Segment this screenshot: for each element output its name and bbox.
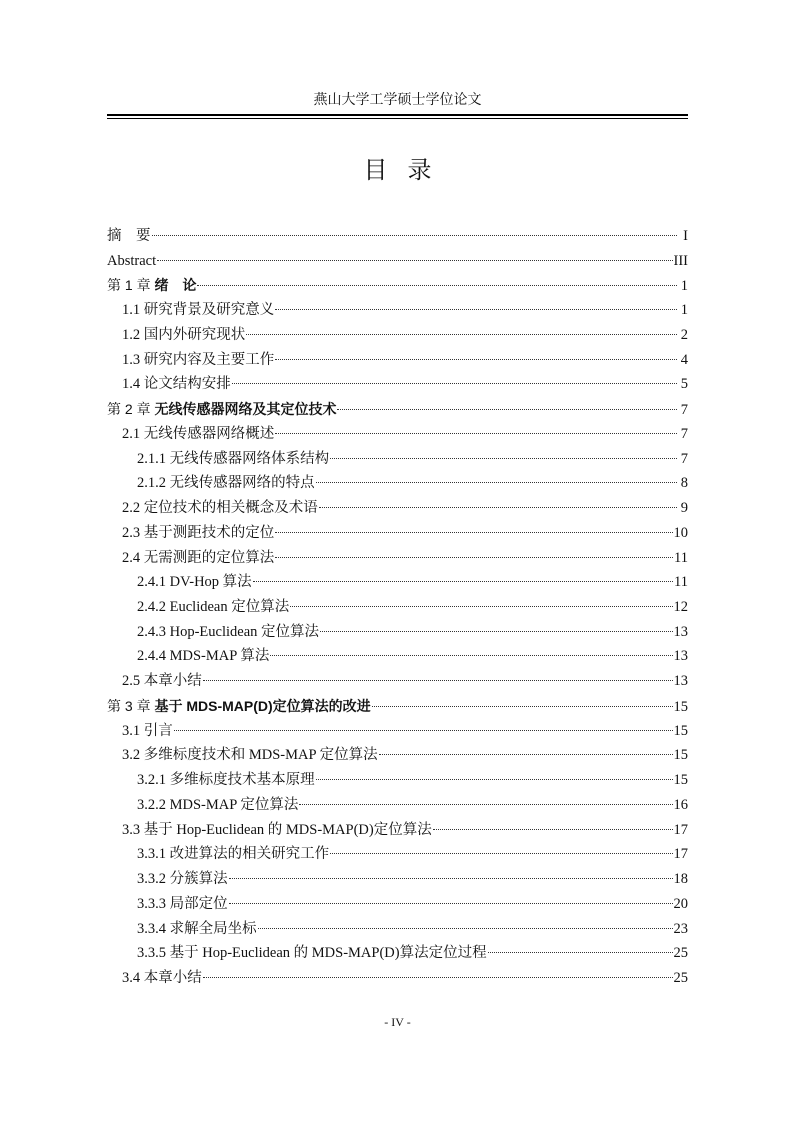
header-rule-thick: [107, 114, 688, 116]
toc-entry-page: 1: [680, 278, 688, 295]
toc-entry-page: 17: [673, 846, 688, 863]
toc-entry-page: 13: [673, 648, 688, 665]
dot-leader: [299, 804, 672, 805]
page-number: - IV -: [384, 1015, 411, 1029]
toc-entry-number: 2.1.2: [137, 475, 170, 492]
toc-entry-page: 13: [673, 673, 688, 690]
dot-leader: [275, 532, 672, 533]
toc-entry[interactable]: [107, 941, 688, 966]
toc-entry-page: 9: [680, 500, 688, 517]
toc-entry-number: 2.2: [122, 500, 144, 517]
toc-entry-page: 1: [680, 302, 688, 319]
toc-entry-label: 论文结构安排: [143, 376, 231, 393]
toc-entry[interactable]: [107, 793, 688, 818]
toc-entry-label: 无线传感器网络及其定位技术: [154, 401, 337, 418]
toc-entry-number: 3.2.1: [137, 772, 170, 789]
toc-entry-label: 改进算法的相关研究工作: [169, 846, 330, 863]
dot-leader: [258, 928, 673, 929]
toc-entry-number: 3.3.4: [137, 920, 170, 937]
dot-leader: [316, 482, 677, 483]
toc-entry-page: 7: [680, 402, 688, 419]
toc-entry[interactable]: [107, 595, 688, 620]
toc-entry-label: 求解全局坐标: [169, 920, 257, 937]
dot-leader: [433, 829, 673, 830]
toc-entry-label: 局部定位: [169, 895, 228, 912]
dot-leader: [270, 655, 672, 656]
toc-entry-page: 13: [673, 623, 688, 640]
toc-entry-page: 16: [673, 796, 688, 813]
toc-entry[interactable]: [107, 768, 688, 793]
toc-entry[interactable]: [107, 620, 688, 645]
toc-entry[interactable]: [107, 397, 688, 422]
dot-leader: [330, 458, 677, 459]
toc-entry[interactable]: [107, 694, 688, 719]
toc-entry-page: 10: [673, 524, 688, 541]
toc-entry-number: 1.1: [122, 302, 144, 319]
toc-entry[interactable]: [107, 422, 688, 447]
toc-entry-number: 2.3: [122, 524, 144, 541]
toc-entry[interactable]: [107, 249, 688, 274]
toc-entry-number: 3.3.5: [137, 945, 170, 962]
toc-entry-label: 多维标度技术和 MDS-MAP 定位算法: [143, 747, 378, 764]
toc-entry-label: MDS-MAP 定位算法: [169, 796, 299, 813]
toc-entry-page: 11: [674, 549, 688, 566]
toc-entry-number: 1.2: [122, 326, 144, 343]
toc-entry-page: 11: [674, 574, 688, 591]
toc-entry-label: 基于 Hop-Euclidean 的 MDS-MAP(D)算法定位过程: [169, 945, 487, 962]
toc-entry-number: 3.2.2: [137, 796, 170, 813]
toc-entry-label: 无线传感器网络的特点: [169, 475, 315, 492]
toc-entry-page: 20: [673, 895, 688, 912]
toc-entry-number: 2.4.3: [137, 623, 170, 640]
toc-entry[interactable]: [107, 743, 688, 768]
toc-entry-page: 17: [673, 821, 688, 838]
dot-leader: [275, 557, 673, 558]
toc-entry-label: 定位技术的相关概念及术语: [143, 500, 318, 517]
toc-entry-number: 3.3.3: [137, 895, 170, 912]
dot-leader: [253, 581, 673, 582]
dot-leader: [275, 359, 677, 360]
toc-entry-number: 3.1: [122, 722, 144, 739]
toc-entry-number: 1.4: [122, 376, 144, 393]
toc-entry-number: 第 2 章: [107, 401, 155, 418]
toc-entry-page: 2: [680, 326, 688, 343]
toc-entry[interactable]: [107, 966, 688, 991]
dot-leader: [319, 507, 677, 508]
dot-leader: [275, 433, 677, 434]
toc-entry[interactable]: [107, 298, 688, 323]
dot-leader: [203, 680, 673, 681]
toc-entry-label: Hop-Euclidean 定位算法: [169, 623, 320, 640]
toc-entry[interactable]: [107, 521, 688, 546]
running-header: 燕山大学工学硕士学位论文: [313, 93, 482, 108]
toc-entry-number: 3.4: [122, 970, 144, 987]
page-title: 目录: [363, 158, 452, 184]
toc-entry-number: 第 1 章: [107, 277, 155, 294]
dot-leader: [320, 631, 672, 632]
toc-entry-page: I: [683, 228, 688, 244]
dot-leader: [488, 952, 673, 953]
table-of-contents: [107, 224, 688, 991]
dot-leader: [174, 730, 673, 731]
toc-entry-number: 第 3 章: [107, 697, 155, 714]
toc-entry[interactable]: [107, 471, 688, 496]
toc-entry-label: 基于 Hop-Euclidean 的 MDS-MAP(D)定位算法: [143, 821, 432, 838]
toc-entry-number: 2.1: [122, 425, 144, 442]
toc-entry-page: 7: [680, 450, 688, 467]
toc-entry-label: 分簇算法: [169, 871, 228, 888]
toc-entry-number: Abstract: [107, 252, 157, 269]
dot-leader: [197, 285, 677, 286]
dot-leader: [203, 977, 673, 978]
toc-entry-label: 绪 论: [154, 277, 197, 294]
toc-entry-number: 3.3.2: [137, 871, 170, 888]
dot-leader: [229, 878, 673, 879]
toc-entry-label: 无线传感器网络体系结构: [169, 450, 330, 467]
toc-entry-page: 25: [673, 970, 688, 987]
toc-entry-number: 2.4.4: [137, 648, 170, 665]
dot-leader: [232, 383, 677, 384]
dot-leader: [275, 309, 677, 310]
toc-entry-number: 2.5: [122, 673, 144, 690]
toc-entry[interactable]: [107, 447, 688, 472]
toc-entry-label: 无需测距的定位算法: [143, 549, 275, 566]
dot-leader: [330, 853, 672, 854]
toc-entry[interactable]: [107, 323, 688, 348]
toc-entry[interactable]: [107, 917, 688, 942]
toc-entry-number: 3.3.1: [137, 846, 170, 863]
toc-entry-label: 基于测距技术的定位: [143, 524, 275, 541]
toc-entry-page: 23: [673, 920, 688, 937]
dot-leader: [316, 779, 673, 780]
toc-entry-label: 多维标度技术基本原理: [169, 772, 315, 789]
toc-entry-page: 4: [680, 351, 688, 368]
dot-leader: [152, 235, 678, 236]
toc-entry[interactable]: [107, 669, 688, 694]
toc-entry-number: 1.3: [122, 351, 144, 368]
toc-entry-page: 12: [673, 599, 688, 616]
toc-entry-number: 3.3: [122, 821, 144, 838]
dot-leader: [157, 260, 672, 261]
toc-entry-page: 15: [673, 747, 688, 764]
toc-entry-label: 无线传感器网络概述: [143, 425, 275, 442]
toc-entry-page: 5: [680, 376, 688, 393]
toc-entry-number: 摘 要: [107, 228, 151, 244]
toc-entry[interactable]: [107, 372, 688, 397]
toc-entry-page: III: [673, 252, 688, 269]
toc-entry[interactable]: [107, 348, 688, 373]
toc-entry[interactable]: [107, 546, 688, 571]
toc-entry-number: 2.4.1: [137, 574, 170, 591]
toc-entry-number: 2.4.2: [137, 599, 170, 616]
dot-leader: [246, 334, 677, 335]
toc-entry-page: 15: [673, 698, 688, 715]
dot-leader: [372, 706, 673, 707]
dot-leader: [337, 409, 677, 410]
toc-entry[interactable]: [107, 273, 688, 298]
toc-entry-label: Euclidean 定位算法: [169, 599, 290, 616]
toc-entry-page: 15: [673, 722, 688, 739]
toc-entry[interactable]: [107, 892, 688, 917]
toc-entry[interactable]: [107, 570, 688, 595]
header-rule-thin: [107, 118, 688, 119]
toc-entry-label: 引言: [143, 722, 173, 739]
toc-entry-page: 7: [680, 425, 688, 442]
dot-leader: [290, 606, 672, 607]
dot-leader: [229, 903, 673, 904]
toc-entry[interactable]: [107, 867, 688, 892]
toc-entry-number: 3.2: [122, 747, 144, 764]
toc-entry-number: 2.4: [122, 549, 144, 566]
toc-entry-label: 国内外研究现状: [143, 326, 246, 343]
toc-entry[interactable]: [107, 496, 688, 521]
toc-entry-label: 研究内容及主要工作: [143, 351, 275, 368]
toc-entry-label: 本章小结: [143, 970, 202, 987]
toc-entry-page: 18: [673, 871, 688, 888]
toc-entry-page: 25: [673, 945, 688, 962]
toc-entry-label: 基于 MDS-MAP(D)定位算法的改进: [154, 697, 371, 714]
toc-entry-label: DV-Hop 算法: [169, 574, 252, 591]
toc-entry-page: 15: [673, 772, 688, 789]
toc-entry[interactable]: [107, 224, 688, 249]
toc-entry[interactable]: [107, 818, 688, 843]
toc-entry-page: 8: [680, 475, 688, 492]
toc-entry-number: 2.1.1: [137, 450, 170, 467]
toc-entry-label: 研究背景及研究意义: [143, 302, 275, 319]
toc-entry-label: 本章小结: [143, 673, 202, 690]
toc-entry[interactable]: [107, 644, 688, 669]
toc-entry-label: MDS-MAP 算法: [169, 648, 270, 665]
dot-leader: [379, 754, 673, 755]
toc-entry[interactable]: [107, 842, 688, 867]
toc-entry[interactable]: [107, 719, 688, 744]
